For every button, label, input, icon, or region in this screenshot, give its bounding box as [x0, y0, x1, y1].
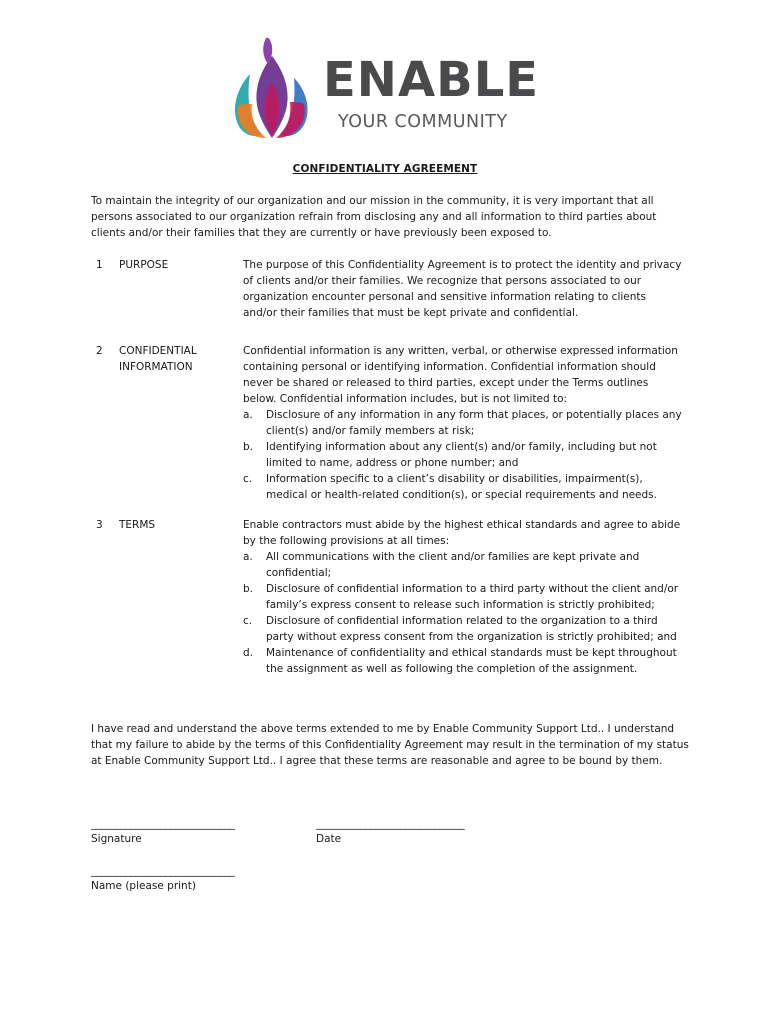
list-marker: c.: [243, 615, 253, 627]
signature-line[interactable]: _____________________________: [91, 818, 235, 830]
section-body-container: [243, 517, 683, 677]
signature-label: Signature: [91, 833, 142, 845]
list-item-text: Maintenance of confidentiality and ethical standards must be kept throughout the assignment as well as following the completion of the assignment.: [266, 647, 677, 675]
list-item: [243, 613, 683, 645]
section-body: Confidential information is any written, verbal, or otherwise expressed information containing personal or identifying information. Confidential information should never be shared or released to third parties, except under the Terms outlines below. Confidential information includes, but is not limited to:: [243, 345, 678, 405]
list-item: [243, 581, 683, 613]
section-body-container: [243, 343, 683, 503]
section-list: [243, 549, 683, 677]
date-label: Date: [316, 833, 342, 845]
list-marker: d.: [243, 647, 254, 659]
name-label: Name (please print): [91, 880, 196, 892]
list-item-text: Disclosure of confidential information to a third party without the client and/or family’s express consent to release such information is strictly prohibited;: [266, 583, 679, 611]
list-marker: b.: [243, 583, 254, 595]
date-line[interactable]: ______________________________: [316, 818, 465, 830]
list-item-text: Disclosure of any information in any form that places, or potentially places any client(s) and/or family members at risk;: [266, 409, 682, 437]
section-body: Enable contractors must abide by the highest ethical standards and agree to abide by the following provisions at all times:: [243, 519, 681, 547]
section-number: 1: [96, 259, 103, 271]
list-marker: a.: [243, 551, 253, 563]
section-heading: PURPOSE: [119, 259, 169, 271]
list-item: [243, 549, 683, 581]
section-heading: CONFIDENTIAL INFORMATION: [119, 345, 197, 373]
section-list: [243, 407, 683, 503]
list-item-text: All communications with the client and/or families are kept private and confidential;: [266, 551, 640, 579]
name-line[interactable]: _____________________________: [91, 865, 235, 877]
list-marker: a.: [243, 409, 253, 421]
list-item: [243, 471, 683, 503]
closing-paragraph: I have read and understand the above terms extended to me by Enable Community Support Ltd.. I understand that my failure to abide by the terms of this Confidentiality Agreement may result in the termination of my status at Enable Community Support Ltd.. I agree that these terms are reasonable and agree to be bound by them.: [91, 723, 689, 767]
logo-tagline: YOUR COMMUNITY: [338, 112, 508, 132]
list-item-text: Disclosure of confidential information related to the organization to a third party without express consent from the organization is strictly prohibited; and: [266, 615, 677, 643]
list-item-text: Identifying information about any client(s) and/or family, including but not limited to name, address or phone number; and: [266, 441, 657, 469]
section-body: The purpose of this Confidentiality Agreement is to protect the identity and privacy of clients and/or their families. We recognize that persons associated to our organization encounter personal and sensitive information relating to clients and/or their families that must be kept private and confidential.: [243, 259, 682, 319]
enable-logo: [232, 34, 552, 140]
document-title: CONFIDENTIALITY AGREEMENT: [292, 163, 478, 175]
logo-wordmark: ENABLE: [323, 52, 540, 108]
list-item: [243, 645, 683, 677]
list-item-text: Information specific to a client’s disability or disabilities, impairment(s), medical or health-related condition(s), or special requirements and needs.: [266, 473, 657, 501]
section-number: 3: [96, 519, 103, 531]
flame-icon: [232, 34, 312, 140]
list-item: [243, 439, 683, 471]
list-marker: c.: [243, 473, 253, 485]
intro-paragraph: To maintain the integrity of our organization and our mission in the community, it is very important that all persons associated to our organization refrain from disclosing any and all information to third parties about clients and/or their families that they are currently or have previously been exposed to.: [91, 195, 657, 239]
section-heading: TERMS: [119, 519, 156, 531]
list-item: [243, 407, 683, 439]
list-marker: b.: [243, 441, 254, 453]
section-number: 2: [96, 345, 103, 357]
